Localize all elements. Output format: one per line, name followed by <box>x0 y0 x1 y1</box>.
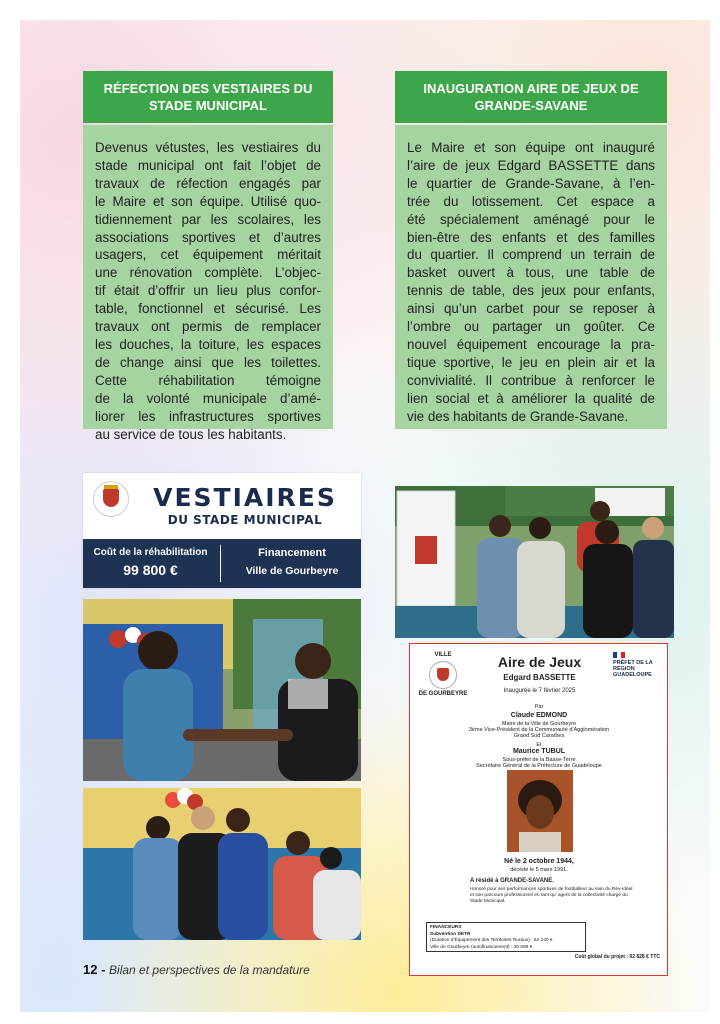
plaque-financeurs-box <box>426 922 586 952</box>
article-line: l’ombre ou partager un goûter. Ce <box>407 319 655 335</box>
ville-line: Ville de Gourbeyre (autofinancement) : 30 588 € <box>430 944 533 950</box>
photo-inauguration-group <box>395 486 674 638</box>
vestiaires-banner <box>83 473 361 588</box>
funding-label: Financement <box>258 547 326 559</box>
plaque-honour-line3: Stade Municipal. <box>470 899 506 904</box>
photo-handshake-stadium <box>83 599 361 781</box>
article-line: de change ainsi que les toilettes. <box>95 354 321 370</box>
article-line: du quartier. Il comprend un terrain de <box>407 247 655 263</box>
banner-title: VESTIAIRES <box>153 483 337 512</box>
plaque-person2-role1: Sous-préfet de la Basse-Terre <box>502 757 576 763</box>
cost-value: 99 800 € <box>123 562 178 578</box>
article-line: lien social et à améliorer la qualité de <box>407 390 655 406</box>
plaque-de-gourbeyre: DE GOURBEYRE <box>418 691 468 697</box>
left-article-title-box <box>83 71 333 123</box>
article-line: liorer les infrastructures sportives <box>95 408 321 424</box>
article-line: une rénovation complète. L’objec- <box>95 265 321 281</box>
plaque-name: Edgard BASSETTE <box>503 673 576 682</box>
article-line: de la volonté municipale d’amé- <box>95 390 321 406</box>
plaque-honour-line2: et son parcours professionnel en tant qu’ agent de la collectivité chargé du <box>470 893 628 898</box>
article-line: table, fonctionnel et sécurisé. Les <box>95 301 321 317</box>
plaque-honour-line1: Honoré pour ses performances sportives de footballeur au sein du Rév-Idéal <box>470 887 633 892</box>
article-line: les douches, la toiture, les espaces <box>95 336 321 352</box>
article-line: le Maire et son équipe. Utilisé quo- <box>95 193 321 209</box>
page-number: 12 <box>83 962 98 977</box>
prefet-logo <box>613 652 663 678</box>
plaque-person1: Claude EDMOND <box>510 712 568 719</box>
plaque-title: Aire de Jeux <box>497 654 582 670</box>
plaque-person1-role2: 3ème Vice-Président de la Communauté d’Agglomération <box>468 727 610 733</box>
right-article-body <box>395 125 667 429</box>
article-line: tennis de table, des jeux pour enfants, <box>407 283 655 299</box>
financeurs-label: FINANCEURS <box>430 925 462 930</box>
plaque-person1-role3: Grand Sud Caraïbes <box>513 733 565 739</box>
article-line: ainsi qu’un carbet pour se reposer à <box>407 301 655 317</box>
article-line: basket ouvert à tous, une table de <box>407 265 655 281</box>
article-line: travaux ont permis de remplacer <box>95 319 321 335</box>
left-article-title: RÉFECTION DES VESTIAIRES DU STADE MUNICIPAL <box>103 81 313 113</box>
article-line: tidiennement par les scolaires, les <box>95 211 321 227</box>
banner-divider <box>220 545 221 582</box>
cost-label: Coût de la réhabilitation <box>93 547 208 558</box>
plaque-par: Par <box>534 704 544 710</box>
article-line: bien-être des enfants et des familles <box>407 229 655 245</box>
banner-subtitle: DU STADE MUNICIPAL <box>167 513 323 527</box>
article-line: vie des habitants de Grande-Savane. <box>407 408 629 424</box>
plaque-person2-role2: Secrétaire Général de la Préfecture de Guadeloupe <box>476 763 602 769</box>
plaque-honour <box>470 887 660 905</box>
plaque-person1-role1: Maire de la Ville de Gourbeyre <box>501 721 577 727</box>
article-line: Cette réhabilitation témoigne <box>95 372 321 388</box>
plaque-total-cost: Coût global du projet : 92 828 € TTC <box>574 954 660 960</box>
plaque-crest-logo <box>429 661 457 689</box>
article-line: nouvel équipement encourage la pra- <box>407 336 655 352</box>
article-line: Le Maire et son équipe ont inauguré <box>407 140 655 155</box>
article-line: trée du lotissement. Cet espace a <box>407 193 655 209</box>
plaque-resided: A résidé à GRANDE-SAVANE. <box>470 878 554 884</box>
prefet-label: PRÉFET DE LA RÉGION GUADELOUPE <box>613 660 653 678</box>
article-line: au service de tous les habitants. <box>95 426 287 442</box>
plaque-inaugurated: Inaugurée le 7 février 2025 <box>503 688 576 694</box>
page-footer <box>83 962 310 977</box>
article-line: le quartier de Grande-Savane, à l’en- <box>407 175 655 191</box>
plaque-person2: Maurice TUBUL <box>512 748 566 755</box>
article-line: l’aire de jeux Edgard BASSETTE dans <box>407 157 655 173</box>
plaque-born: Né le 2 octobre 1944, <box>504 858 574 865</box>
french-flag-icon <box>613 652 625 658</box>
inauguration-plaque <box>409 643 668 976</box>
gourbeyre-crest-logo <box>93 481 129 517</box>
footer-text: Bilan et perspectives de la mandature <box>109 963 310 977</box>
funding-value: Ville de Gourbeyre <box>245 565 339 577</box>
right-article-title-box <box>395 71 667 123</box>
article-line: tif était d’offrir un lieu plus confor- <box>95 283 321 299</box>
article-line: associations sportives et d’autres <box>95 229 321 245</box>
plaque-ville: VILLE <box>434 652 452 658</box>
plaque-died: décédé le 5 mars 1991. <box>510 867 568 873</box>
plaque-portrait <box>507 770 573 852</box>
subvention-detr: Subvention DETR <box>430 931 471 937</box>
article-line: tique sportive, le jeu en plein air et la <box>407 354 655 370</box>
article-line: usagers, cet équipement méritait <box>95 247 321 263</box>
photo-group-greeting <box>83 788 361 940</box>
left-article-body <box>83 125 333 442</box>
plaque-et: Et <box>536 742 542 748</box>
article-line: travaux de réfection engagés par <box>95 175 321 191</box>
banner-info-bar <box>83 539 361 588</box>
article-line: convivialité. Il contribue à renforcer le <box>407 372 655 388</box>
article-line: Devenus vétustes, les vestiaires du <box>95 140 321 155</box>
footer-separator: - <box>97 962 110 977</box>
right-article-title: INAUGURATION AIRE DE JEUX DE GRANDE-SAVANE <box>423 81 639 113</box>
detr-line: (Dotation d’Équipement des Territoires Ruraux) : 62 240 € <box>430 938 553 943</box>
article-line: été spécialement aménagé pour le <box>407 211 655 227</box>
article-line: stade municipal ont fait l’objet de <box>95 157 321 173</box>
